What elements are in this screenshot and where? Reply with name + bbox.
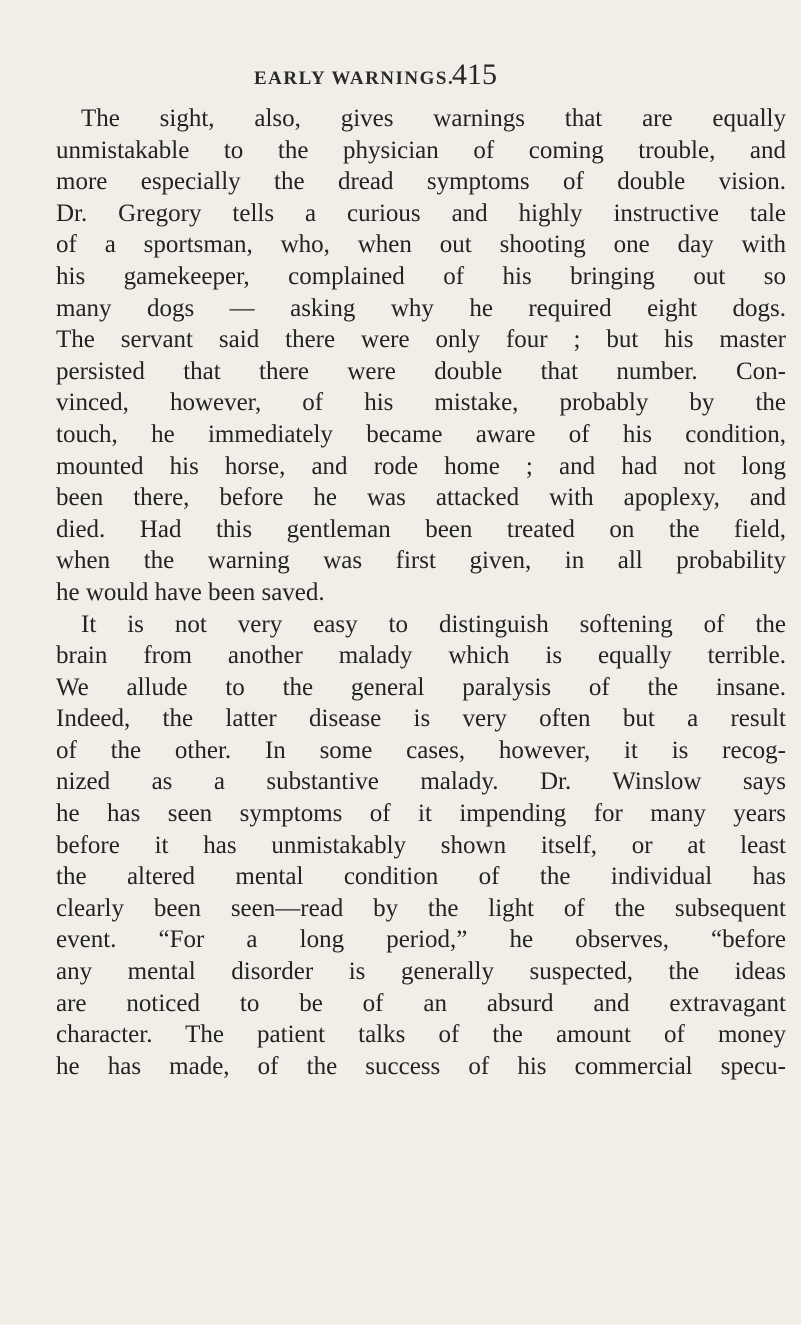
text-line: touch, he immediately became aware of his condition,	[56, 420, 786, 448]
text-line: he has made, of the success of his commercial specu-	[56, 1052, 786, 1080]
text-line: when the warning was first given, in all probability	[56, 547, 786, 575]
text-line: are noticed to be of an absurd and extravagant	[56, 989, 786, 1017]
text-line: he has seen symptoms of it impending for many years	[56, 800, 786, 828]
text-line: of a sportsman, who, when out shooting one day with	[56, 231, 786, 259]
text-line: before it has unmistakably shown itself, or at least	[56, 831, 786, 859]
text-line: nized as a substantive malady. Dr. Winslow says	[56, 768, 786, 796]
text-line: vinced, however, of his mistake, probably by the	[56, 389, 786, 417]
text-line: he would have been saved.	[56, 578, 325, 606]
paragraph-sight-warnings	[56, 103, 786, 609]
text-line: mounted his horse, and rode home ; and had not long	[56, 452, 786, 480]
text-line: It is not very easy to distinguish softening of the	[81, 610, 786, 638]
page-number: 415	[452, 58, 497, 91]
text-line: clearly been seen—read by the light of the subsequent	[56, 894, 786, 922]
text-line: The servant said there were only four ; but his master	[56, 326, 786, 354]
text-line: brain from another malady which is equally terrible.	[56, 642, 786, 670]
running-head	[0, 58, 801, 98]
text-line: of the other. In some cases, however, it is recog-	[56, 736, 786, 764]
text-line: persisted that there were double that number. Con-	[56, 357, 786, 385]
running-title: EARLY WARNINGS.	[254, 68, 455, 89]
text-line: more especially the dread symptoms of double vision.	[56, 168, 786, 196]
text-line: many dogs — asking why he required eight dogs.	[56, 294, 786, 322]
text-line: unmistakable to the physician of coming trouble, and	[56, 136, 786, 164]
text-line: Dr. Gregory tells a curious and highly instructive tale	[56, 199, 786, 227]
body-text	[56, 103, 786, 1082]
text-line: died. Had this gentleman been treated on the field,	[56, 515, 786, 543]
text-line: the altered mental condition of the individual has	[56, 863, 786, 891]
text-line: Indeed, the latter disease is very often but a result	[56, 705, 786, 733]
text-line: character. The patient talks of the amount of money	[56, 1021, 786, 1049]
text-line: event. “For a long period,” he observes, “before	[56, 926, 786, 954]
text-line: We allude to the general paralysis of the insane.	[56, 673, 786, 701]
text-line: The sight, also, gives warnings that are equally	[81, 105, 786, 132]
paragraph-general-paralysis	[56, 609, 786, 1083]
text-line: been there, before he was attacked with apoplexy, and	[56, 484, 786, 512]
text-line: any mental disorder is generally suspected, the ideas	[56, 958, 786, 986]
text-line: his gamekeeper, complained of his bringing out so	[56, 262, 786, 290]
